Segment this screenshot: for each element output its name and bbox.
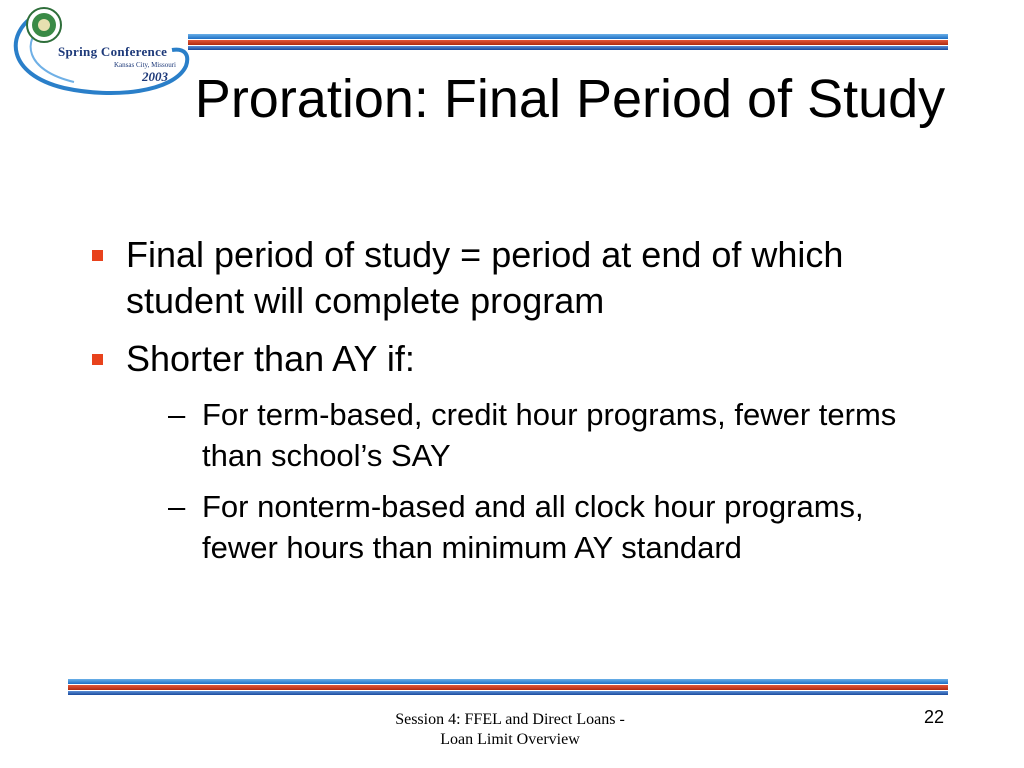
sub-bullet-item (168, 486, 928, 568)
bullet-square-icon (92, 354, 103, 365)
conference-logo (4, 4, 194, 104)
logo-city: Kansas City, Missouri (114, 61, 176, 69)
bottom-decorative-stripes (68, 679, 948, 695)
sub-bullet-text: For nonterm-based and all clock hour programs, fewer hours than minimum AY standard (202, 489, 864, 565)
sub-bullet-marker: – (168, 489, 186, 524)
bullet-text: Final period of study = period at end of which student will complete program (126, 234, 844, 321)
sub-bullet-marker: – (168, 397, 186, 432)
page-number: 22 (923, 707, 944, 727)
bullet-list (88, 232, 928, 578)
footer-line-2: Loan Limit Overview (440, 731, 580, 748)
bullet-item (88, 232, 928, 324)
logo-conference-name: Spring Conference (58, 44, 168, 59)
footer-caption (330, 710, 690, 750)
top-decorative-stripes (188, 34, 948, 50)
sub-bullet-item (168, 394, 928, 476)
logo-year: 2003 (142, 69, 168, 84)
sub-bullet-text: For term-based, credit hour programs, fewer terms than school’s SAY (202, 397, 897, 473)
bullet-item (88, 336, 928, 382)
bullet-text: Shorter than AY if: (126, 338, 415, 379)
bullet-square-icon (92, 250, 103, 261)
slide-title: Proration: Final Period of Study (194, 69, 946, 129)
footer-line-1: Session 4: FFEL and Direct Loans - (395, 711, 625, 728)
